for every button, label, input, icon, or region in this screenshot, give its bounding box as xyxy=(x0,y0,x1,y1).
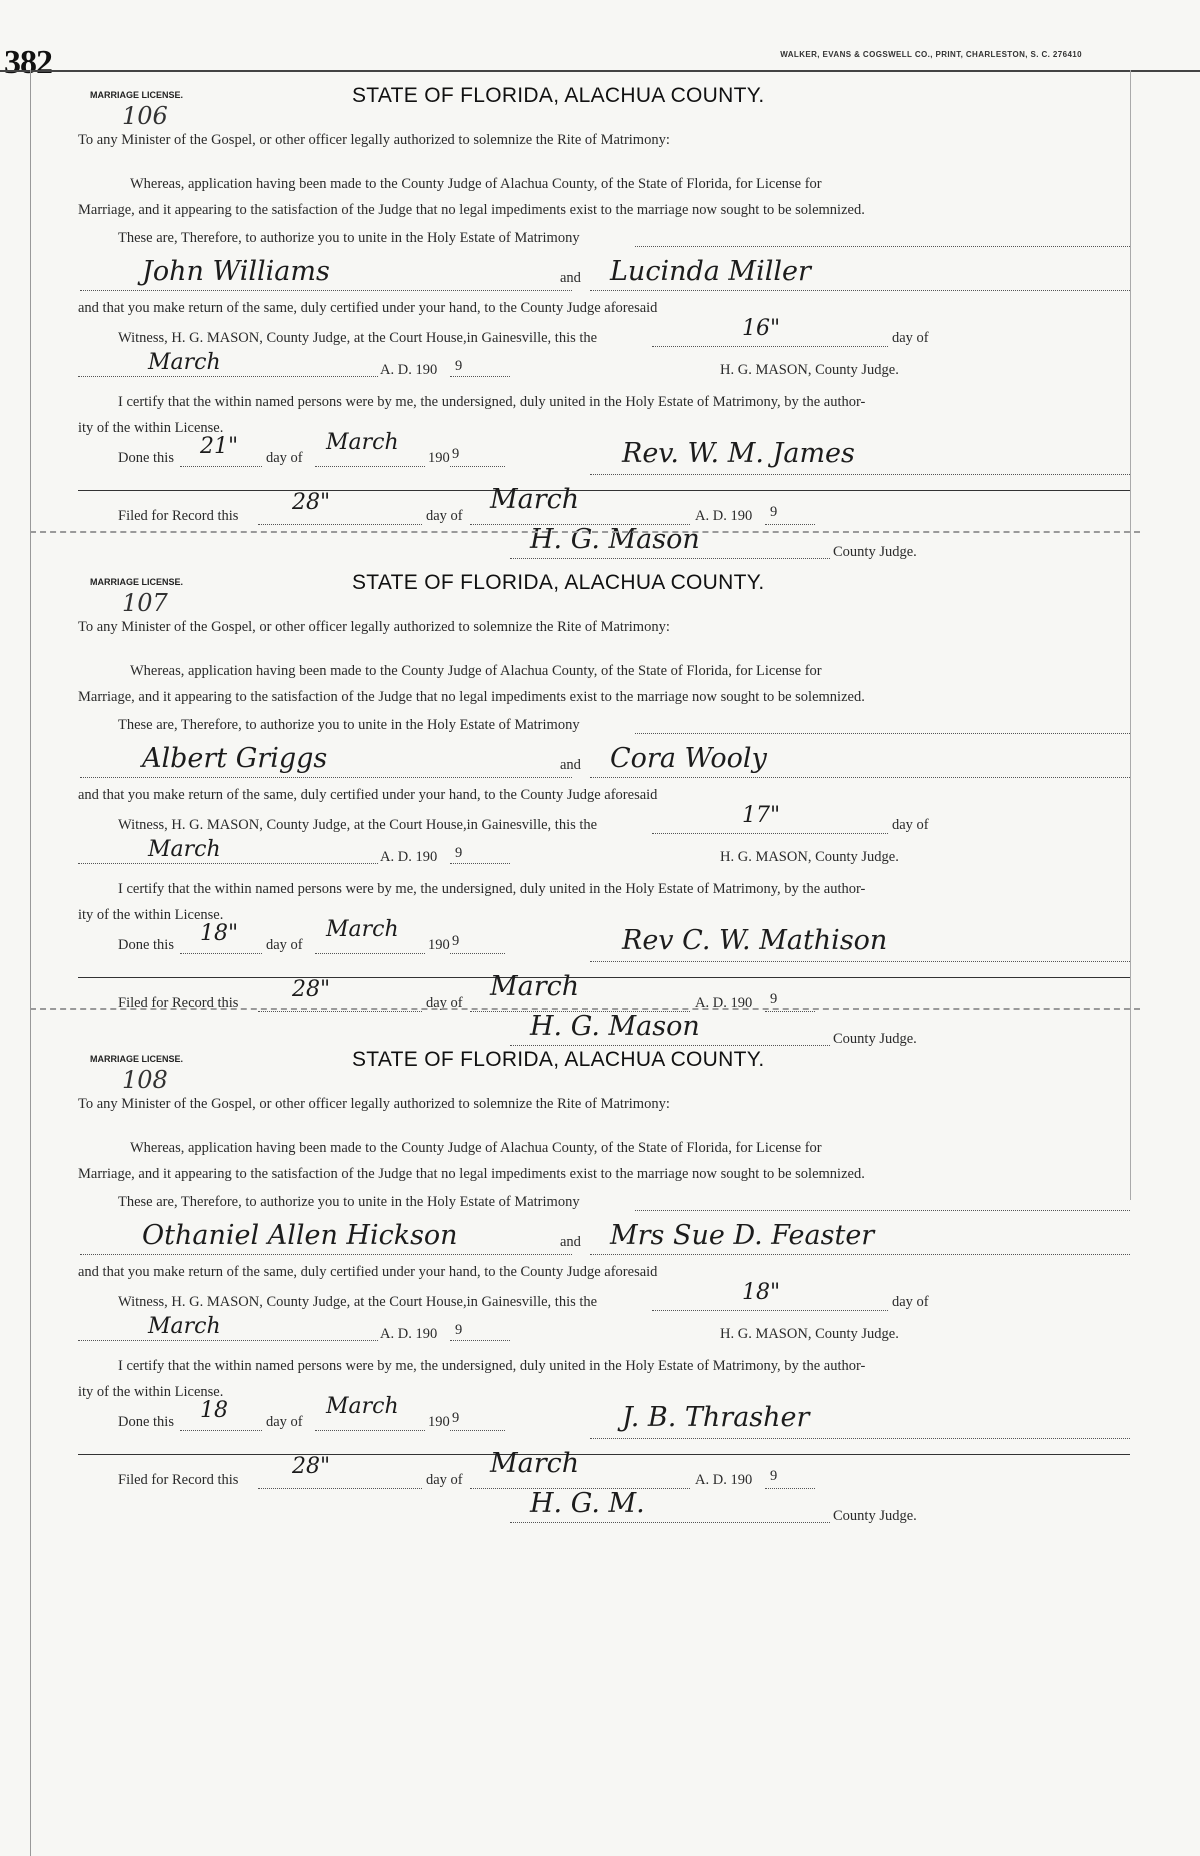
witness-line: Witness, H. G. MASON, County Judge, at the Court House,in Gainesville, this the xyxy=(118,1294,598,1310)
officiant-line xyxy=(590,961,1130,962)
filing-divider xyxy=(78,490,1130,491)
filed-ad-label: A. D. 190 xyxy=(695,508,753,524)
issue-day-line xyxy=(652,346,888,347)
right-margin-rule xyxy=(1130,70,1131,1200)
done-year-digit: 9 xyxy=(452,933,460,949)
filed-year-line xyxy=(765,1488,815,1489)
issue-ad-label: A. D. 190 xyxy=(380,362,438,378)
done-day: 18" xyxy=(200,921,239,946)
therefore-rule xyxy=(635,246,1130,247)
license-number: 106 xyxy=(122,102,168,130)
filed-day-line xyxy=(258,1488,422,1489)
issue-day-of: day of xyxy=(892,817,929,833)
done-year-line xyxy=(450,466,505,467)
judge-signature-print: H. G. MASON, County Judge. xyxy=(720,849,899,865)
judge-signature-print: H. G. MASON, County Judge. xyxy=(720,1326,899,1342)
filed-label: Filed for Record this xyxy=(118,1472,239,1488)
filed-month: March xyxy=(490,971,580,1002)
filed-ad-label: A. D. 190 xyxy=(695,995,753,1011)
whereas-line-1: Whereas, application having been made to the County Judge of Alachua County, of the State of Florida, for License for xyxy=(130,176,822,192)
officiant-line xyxy=(590,1438,1130,1439)
bride-name: Lucinda Miller xyxy=(610,256,811,287)
marriage-license-record-3 xyxy=(30,1022,1130,1592)
and-connector: and xyxy=(560,757,581,773)
filed-day: 28" xyxy=(292,490,331,515)
groom-name-line xyxy=(80,777,572,778)
marriage-license-label: MARRIAGE LICENSE. xyxy=(90,90,184,100)
issue-month: March xyxy=(148,837,221,862)
done-year-label: 190 xyxy=(428,1414,450,1430)
groom-name: Othaniel Allen Hickson xyxy=(142,1220,458,1251)
done-month-line xyxy=(315,466,425,467)
done-month-line xyxy=(315,953,425,954)
marriage-license-label: MARRIAGE LICENSE. xyxy=(90,1054,184,1064)
filing-divider xyxy=(78,977,1130,978)
and-connector: and xyxy=(560,1234,581,1250)
license-number: 107 xyxy=(122,589,168,617)
groom-name-line xyxy=(80,1254,572,1255)
issue-day: 17" xyxy=(742,803,781,828)
salutation: To any Minister of the Gospel, or other officer legally authorized to solemnize the Rite of Matrimony: xyxy=(78,619,670,635)
issue-month-line xyxy=(78,1340,378,1341)
filed-day: 28" xyxy=(292,977,331,1002)
salutation: To any Minister of the Gospel, or other officer legally authorized to solemnize the Rite of Matrimony: xyxy=(78,1096,670,1112)
done-month: March xyxy=(326,1394,399,1419)
salutation: To any Minister of the Gospel, or other officer legally authorized to solemnize the Rite of Matrimony: xyxy=(78,132,670,148)
certify-line-1: I certify that the within named persons were by me, the undersigned, duly united in the Holy Estate of Matrimony, by the author- xyxy=(118,881,866,897)
return-line: and that you make return of the same, duly certified under your hand, to the County Judge aforesaid xyxy=(78,787,658,803)
done-year-digit: 9 xyxy=(452,446,460,462)
and-connector: and xyxy=(560,270,581,286)
printer-imprint: WALKER, EVANS & COGSWELL CO., PRINT, CHARLESTON, S. C. 276410 xyxy=(780,50,1082,59)
return-line: and that you make return of the same, duly certified under your hand, to the County Judge aforesaid xyxy=(78,300,658,316)
done-year-label: 190 xyxy=(428,937,450,953)
issue-year-digit: 9 xyxy=(455,1322,463,1338)
officiant-signature: J. B. Thrasher xyxy=(622,1402,810,1433)
issue-month-line xyxy=(78,863,378,864)
groom-name-line xyxy=(80,290,572,291)
issue-day-of: day of xyxy=(892,1294,929,1310)
county-judge-label: County Judge. xyxy=(833,544,917,560)
issue-ad-label: A. D. 190 xyxy=(380,1326,438,1342)
done-day: 18 xyxy=(200,1398,228,1423)
return-line: and that you make return of the same, duly certified under your hand, to the County Judge aforesaid xyxy=(78,1264,658,1280)
groom-name: Albert Griggs xyxy=(142,743,328,774)
done-day: 21" xyxy=(200,434,239,459)
issue-month-line xyxy=(78,376,378,377)
bride-name-line xyxy=(590,777,1130,778)
done-day-of: day of xyxy=(266,937,303,953)
done-month: March xyxy=(326,917,399,942)
done-month-line xyxy=(315,1430,425,1431)
bride-name-line xyxy=(590,290,1130,291)
license-number: 108 xyxy=(122,1066,168,1094)
license-divider xyxy=(30,1008,1140,1010)
county-judge-line xyxy=(510,1522,830,1523)
therefore-line: These are, Therefore, to authorize you to unite in the Holy Estate of Matrimony xyxy=(118,717,580,733)
certify-line-1: I certify that the within named persons were by me, the undersigned, duly united in the Holy Estate of Matrimony, by the author- xyxy=(118,1358,866,1374)
issue-day-line xyxy=(652,833,888,834)
issue-year-line xyxy=(450,376,510,377)
done-day-of: day of xyxy=(266,450,303,466)
whereas-line-2: Marriage, and it appearing to the satisfaction of the Judge that no legal impediments exist to the marriage now sought to be solemnized. xyxy=(78,689,865,705)
county-judge-signature: H. G. Mason xyxy=(530,524,700,555)
filed-ad-label: A. D. 190 xyxy=(695,1472,753,1488)
filed-day-line xyxy=(258,1011,422,1012)
issue-year-digit: 9 xyxy=(455,845,463,861)
filed-day-of: day of xyxy=(426,995,463,1011)
form-title: STATE OF FLORIDA, ALACHUA COUNTY. xyxy=(352,1048,765,1071)
done-day-line xyxy=(180,1430,262,1431)
whereas-line-1: Whereas, application having been made to the County Judge of Alachua County, of the State of Florida, for License for xyxy=(130,663,822,679)
issue-day: 16" xyxy=(742,316,781,341)
done-month: March xyxy=(326,430,399,455)
marriage-license-label: MARRIAGE LICENSE. xyxy=(90,577,184,587)
issue-year-line xyxy=(450,1340,510,1341)
witness-line: Witness, H. G. MASON, County Judge, at the Court House,in Gainesville, this the xyxy=(118,330,598,346)
done-this-label: Done this xyxy=(118,1414,174,1430)
therefore-rule xyxy=(635,1210,1130,1211)
whereas-line-2: Marriage, and it appearing to the satisfaction of the Judge that no legal impediments exist to the marriage now sought to be solemnized. xyxy=(78,202,865,218)
done-day-line xyxy=(180,466,262,467)
done-this-label: Done this xyxy=(118,450,174,466)
filed-year-line xyxy=(765,1011,815,1012)
certify-line-2: ity of the within License. xyxy=(78,420,224,436)
license-divider xyxy=(30,531,1140,533)
judge-signature-print: H. G. MASON, County Judge. xyxy=(720,362,899,378)
officiant-line xyxy=(590,474,1130,475)
filed-month: March xyxy=(490,484,580,515)
done-year-line xyxy=(450,1430,505,1431)
filed-day-line xyxy=(258,524,422,525)
issue-month: March xyxy=(148,1314,221,1339)
done-year-label: 190 xyxy=(428,450,450,466)
filed-day-of: day of xyxy=(426,508,463,524)
filed-label: Filed for Record this xyxy=(118,508,239,524)
issue-month: March xyxy=(148,350,221,375)
done-day-of: day of xyxy=(266,1414,303,1430)
county-judge-label: County Judge. xyxy=(833,1031,917,1047)
filed-year-digit: 9 xyxy=(770,991,778,1007)
officiant-signature: Rev C. W. Mathison xyxy=(622,925,888,956)
certify-line-1: I certify that the within named persons were by me, the undersigned, duly united in the Holy Estate of Matrimony, by the author- xyxy=(118,394,866,410)
done-this-label: Done this xyxy=(118,937,174,953)
certify-line-2: ity of the within License. xyxy=(78,1384,224,1400)
marriage-license-record-1 xyxy=(30,58,1130,628)
certify-line-2: ity of the within License. xyxy=(78,907,224,923)
done-year-digit: 9 xyxy=(452,1410,460,1426)
filing-divider xyxy=(78,1454,1130,1455)
whereas-line-2: Marriage, and it appearing to the satisfaction of the Judge that no legal impediments exist to the marriage now sought to be solemnized. xyxy=(78,1166,865,1182)
done-year-line xyxy=(450,953,505,954)
filed-year-digit: 9 xyxy=(770,1468,778,1484)
page-number: 382 xyxy=(4,44,52,81)
filed-month: March xyxy=(490,1448,580,1479)
issue-day-of: day of xyxy=(892,330,929,346)
therefore-line: These are, Therefore, to authorize you to unite in the Holy Estate of Matrimony xyxy=(118,230,580,246)
issue-day: 18" xyxy=(742,1280,781,1305)
county-judge-signature: H. G. Mason xyxy=(530,1011,700,1042)
filed-year-line xyxy=(765,524,815,525)
done-day-line xyxy=(180,953,262,954)
witness-line: Witness, H. G. MASON, County Judge, at the Court House,in Gainesville, this the xyxy=(118,817,598,833)
officiant-signature: Rev. W. M. James xyxy=(622,438,855,469)
whereas-line-1: Whereas, application having been made to the County Judge of Alachua County, of the State of Florida, for License for xyxy=(130,1140,822,1156)
groom-name: John Williams xyxy=(142,256,330,287)
county-judge-signature: H. G. M. xyxy=(530,1488,645,1519)
therefore-rule xyxy=(635,733,1130,734)
therefore-line: These are, Therefore, to authorize you to unite in the Holy Estate of Matrimony xyxy=(118,1194,580,1210)
form-title: STATE OF FLORIDA, ALACHUA COUNTY. xyxy=(352,571,765,594)
filed-day-of: day of xyxy=(426,1472,463,1488)
bride-name-line xyxy=(590,1254,1130,1255)
issue-year-line xyxy=(450,863,510,864)
form-title: STATE OF FLORIDA, ALACHUA COUNTY. xyxy=(352,84,765,107)
bride-name: Cora Wooly xyxy=(610,743,767,774)
bride-name: Mrs Sue D. Feaster xyxy=(610,1220,875,1251)
issue-year-digit: 9 xyxy=(455,358,463,374)
filed-year-digit: 9 xyxy=(770,504,778,520)
issue-ad-label: A. D. 190 xyxy=(380,849,438,865)
filed-label: Filed for Record this xyxy=(118,995,239,1011)
county-judge-label: County Judge. xyxy=(833,1508,917,1524)
issue-day-line xyxy=(652,1310,888,1311)
filed-day: 28" xyxy=(292,1454,331,1479)
